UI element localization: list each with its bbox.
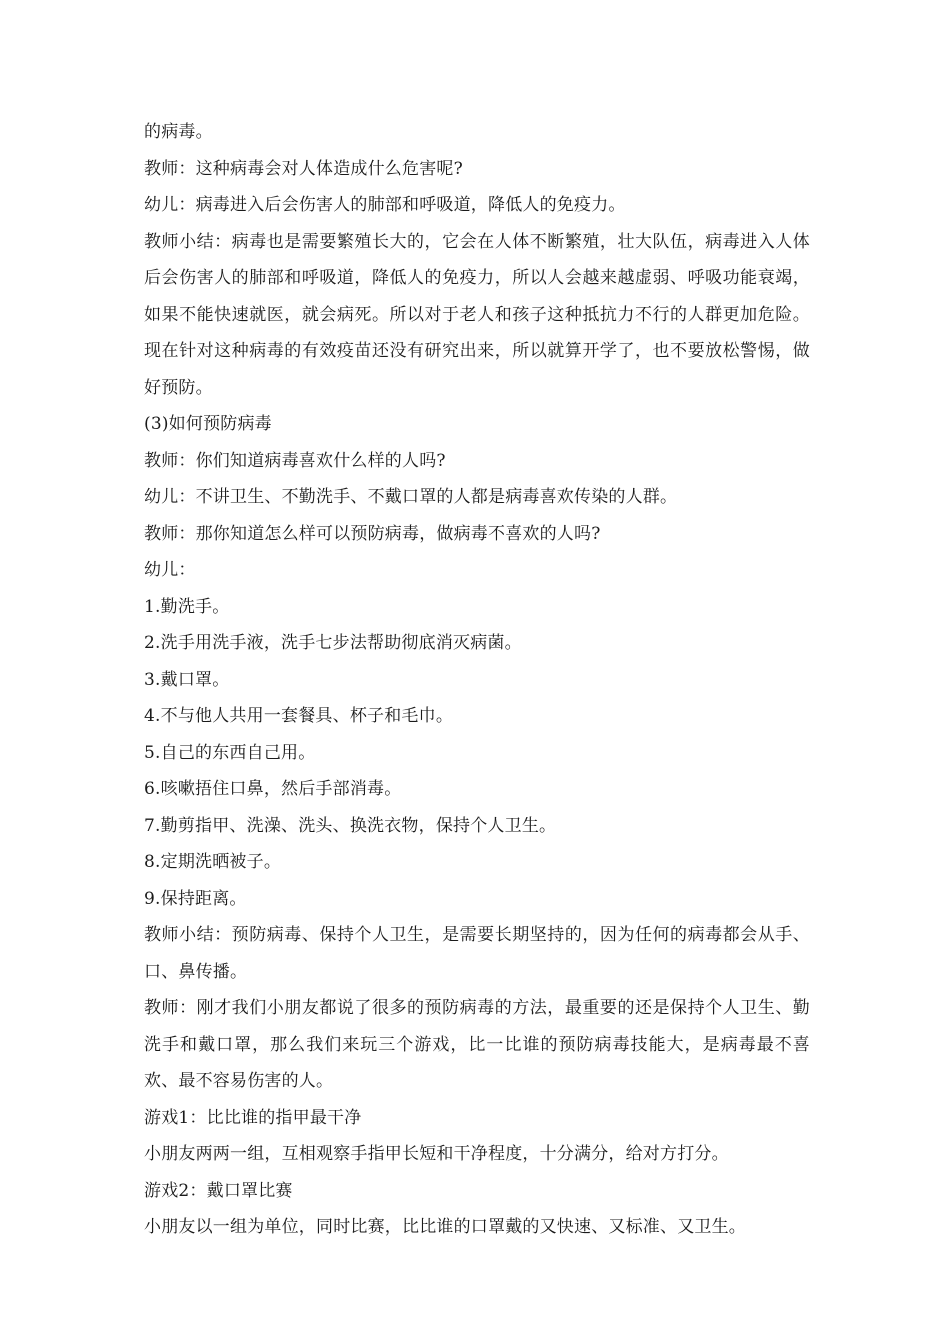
paragraph-teacher-summary-1: 教师小结：病毒也是需要繁殖长大的，它会在人体不断繁殖，壮大队伍，病毒进入人体后会伤害人的肺部和呼吸道，降低人的免疫力，所以人会越来越虚弱、呼吸功能衰竭，如果不能快速就医，就会病死。所以对于老人和孩子这种抵抗力不行的人群更加危险。现在针对这种病毒的有效疫苗还没有研究出来，所以就算开学了，也不要放松警惕，做好预防。: [144, 231, 810, 398]
paragraph-virus-end: 的病毒。: [144, 122, 213, 142]
list-item: 9.保持距离。: [144, 888, 247, 909]
paragraph-child-answer-liked: 幼儿：不讲卫生、不勤洗手、不戴口罩的人都是病毒喜欢传染的人群。: [144, 487, 678, 507]
list-item: 7.勤剪指甲、洗澡、洗头、换洗衣物，保持个人卫生。: [144, 815, 557, 836]
game-2-title: 游戏2：戴口罩比赛: [144, 1180, 293, 1201]
paragraph-child-answer-harm: 幼儿：病毒进入后会伤害人的肺部和呼吸道，降低人的免疫力。: [144, 195, 626, 215]
paragraph-teacher-question-harm: 教师：这种病毒会对人体造成什么危害呢?: [144, 158, 463, 179]
game-1-description: 小朋友两两一组，互相观察手指甲长短和干净程度，十分满分，给对方打分。: [144, 1144, 729, 1164]
paragraph-teacher-question-prevent: 教师：那你知道怎么样可以预防病毒，做病毒不喜欢的人吗?: [144, 523, 601, 544]
list-item: 3.戴口罩。: [144, 669, 230, 690]
game-1-title: 游戏1：比比谁的指甲最干净: [144, 1107, 362, 1128]
paragraph-child-label: 幼儿：: [144, 560, 196, 580]
game-2-description: 小朋友以一组为单位，同时比赛，比比谁的口罩戴的又快速、又标准、又卫生。: [144, 1217, 746, 1237]
document-page: [144, 114, 810, 1246]
list-item: 6.咳嗽捂住口鼻，然后手部消毒。: [144, 779, 402, 799]
list-item: 5.自己的东西自己用。: [144, 742, 316, 763]
paragraph-teacher-summary-2: 教师小结：预防病毒、保持个人卫生，是需要长期坚持的，因为任何的病毒都会从手、口、鼻传播。: [144, 925, 810, 982]
list-item: 4.不与他人共用一套餐具、杯子和毛巾。: [144, 706, 454, 726]
list-item: 2.洗手用洗手液，洗手七步法帮助彻底消灭病菌。: [144, 633, 522, 653]
paragraph-teacher-question-liked: 教师：你们知道病毒喜欢什么样的人吗?: [144, 450, 446, 471]
paragraph-teacher-games-intro: 教师：刚才我们小朋友都说了很多的预防病毒的方法，最重要的还是保持个人卫生、勤洗手和戴口罩，那么我们来玩三个游戏，比一比谁的预防病毒技能大，是病毒最不喜欢、最不容易伤害的人。: [144, 998, 810, 1091]
list-item: 8.定期洗晒被子。: [144, 852, 282, 872]
list-item: 1.勤洗手。: [144, 596, 230, 617]
section-heading-prevention: (3)如何预防病毒: [144, 414, 272, 434]
